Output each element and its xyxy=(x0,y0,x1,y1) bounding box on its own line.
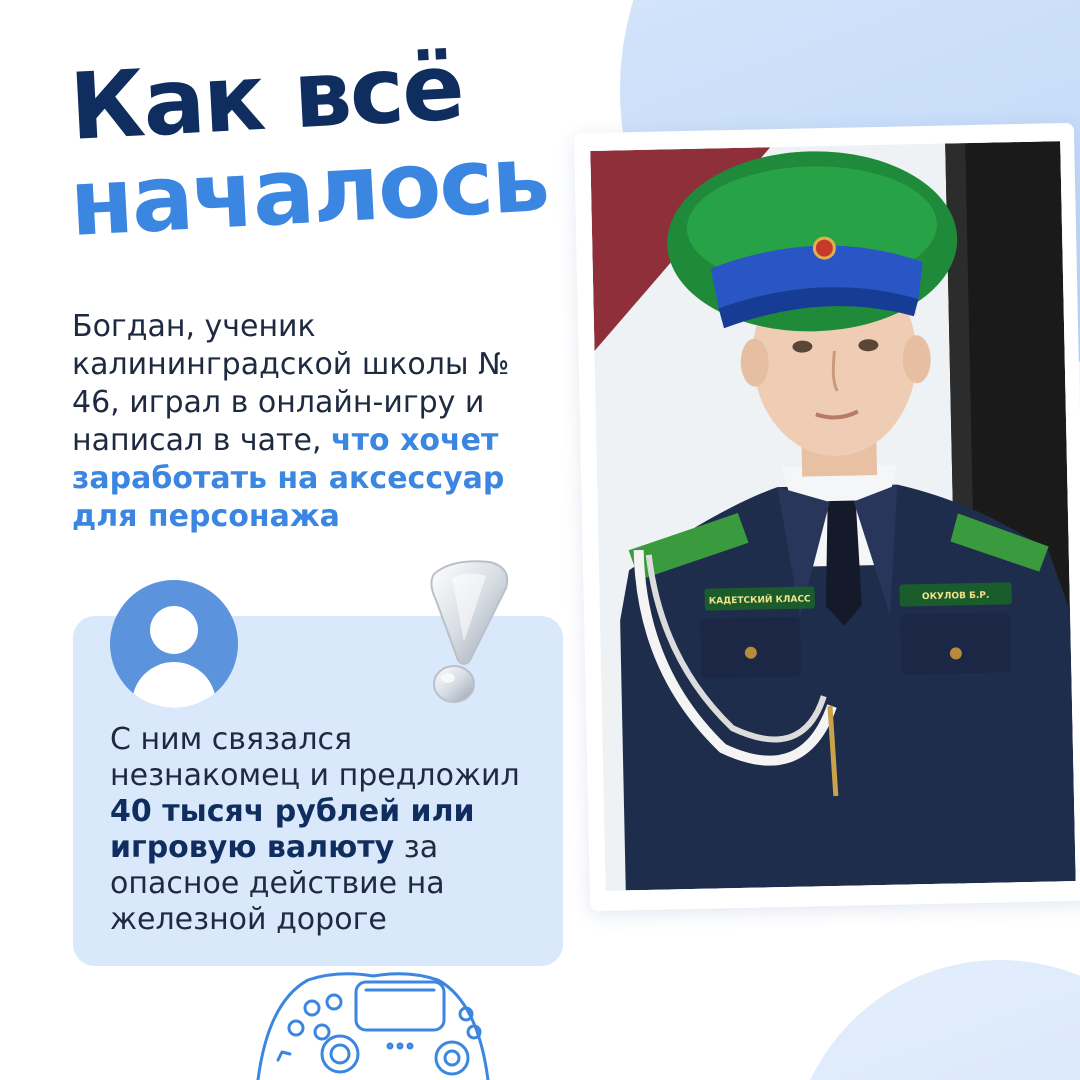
background-circle-bottom xyxy=(790,960,1080,1080)
card-text-outro: за опасное действие на железной дороге xyxy=(110,830,445,937)
gamepad-icon xyxy=(238,962,508,1080)
avatar-head xyxy=(150,606,198,654)
title-line-1: Как всё xyxy=(67,33,466,161)
cadet-photo xyxy=(590,141,1075,891)
card-text-intro: С ним связался незнакомец и предложил xyxy=(110,722,520,793)
user-avatar-icon xyxy=(110,580,238,708)
photo-frame xyxy=(574,123,1080,911)
title-line-2: началось xyxy=(67,125,551,257)
intro-paragraph xyxy=(72,308,532,536)
badge-right-text: ОКУЛОВ Б.Р. xyxy=(921,590,990,603)
exclamation-icon xyxy=(412,556,522,710)
intro-highlight: что хочет заработать на аксессуар для персонажа xyxy=(72,423,505,534)
card-text xyxy=(110,722,550,938)
badge-left-text: КАДЕТСКИЙ КЛАСС xyxy=(708,594,811,607)
avatar-shoulders xyxy=(132,662,216,708)
intro-text: Богдан, ученик калининградской школы № 46, играл в онлайн-игру и написал в чате, xyxy=(72,309,510,458)
card-text-amount: 40 тысяч рублей или игровую валюту xyxy=(110,794,475,865)
page-title xyxy=(67,33,551,257)
